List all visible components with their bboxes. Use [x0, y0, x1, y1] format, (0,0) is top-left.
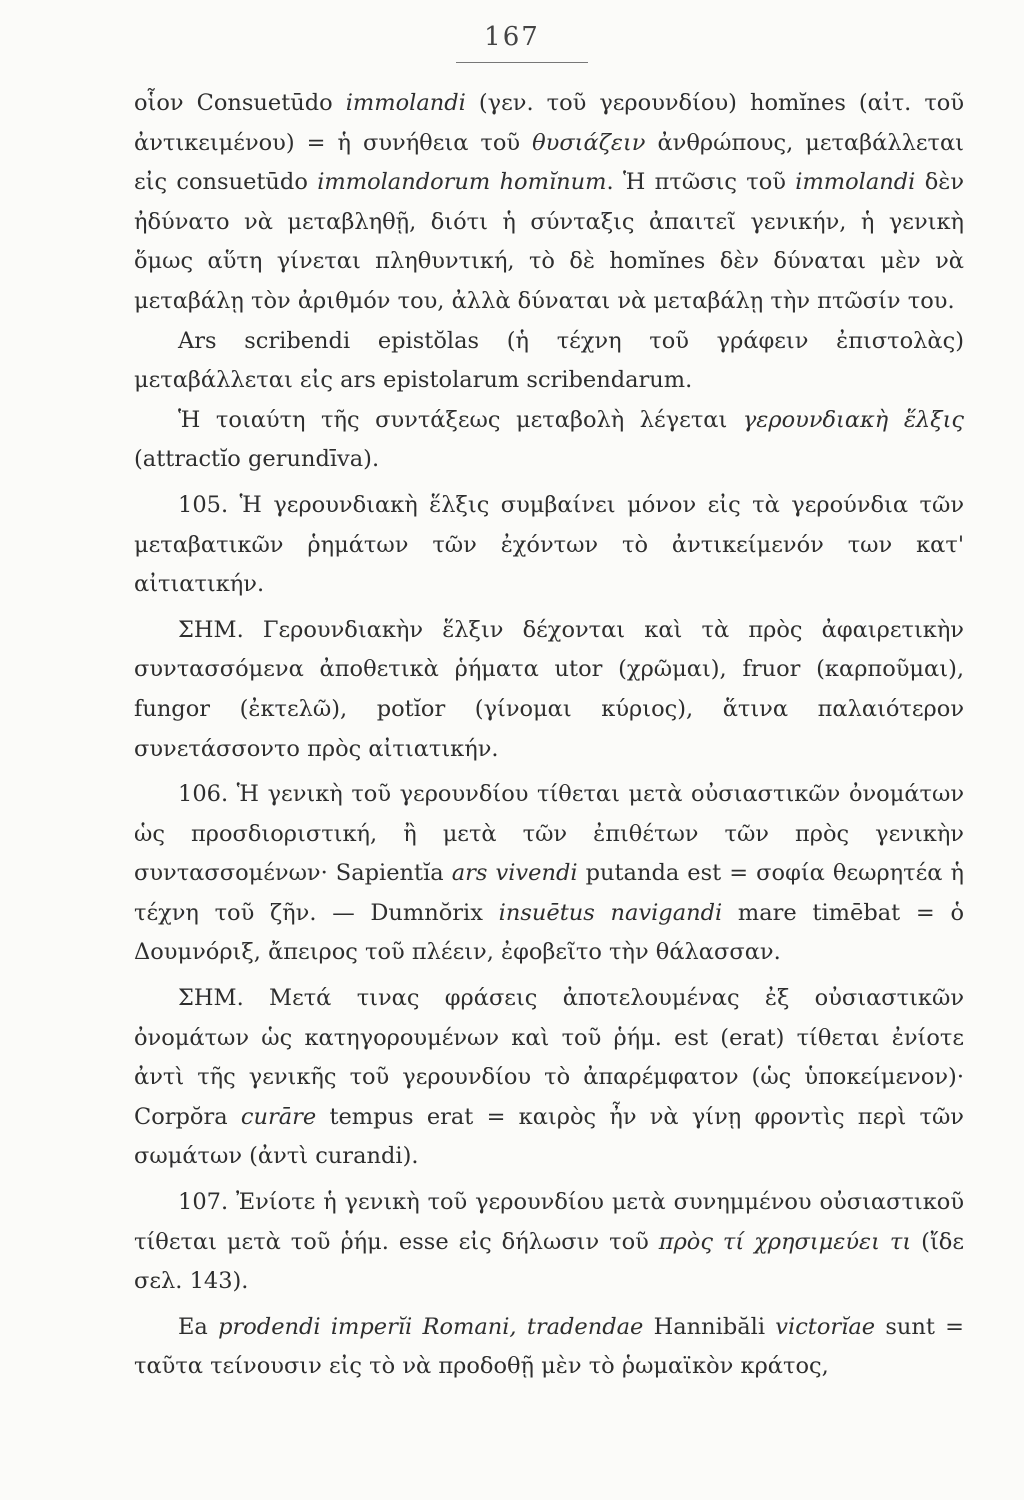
italic-text: immolandi [795, 169, 916, 196]
text-run: tempus erat = καιρὸς ἦν νὰ γίνῃ φροντὶς περὶ τῶν σωμάτων (ἀντὶ curandi). [134, 1103, 964, 1170]
page-number: 167 [484, 22, 540, 52]
text-run: sunt = ταῦτα τείνουσιν εἰς τὸ νὰ προδοθῇ μὲν τὸ ῥωμαϊκὸν κράτος, [134, 1313, 964, 1380]
text-run: ΣΗΜ. Γερουνδιακὴν ἕλξιν δέχονται καὶ τὰ πρὸς ἀφαιρετικὴν συντασσόμενα ἀποθετικὰ ῥήματα utor (χρῶμαι), fruor (καρποῦμαι), fungor (ἐκτελῶ), potĭor (γίνομαι κύριος), ἅτινα παλαιότερον συνετάσσοντο πρὸς αἰτιατικήν. [134, 616, 964, 762]
italic-text: insuētus navigandi [498, 899, 723, 926]
italic-text: γερουνδιακὴ ἕλξις [742, 406, 964, 433]
body-text [134, 84, 964, 1387]
text-run: Hannibăli [643, 1313, 776, 1340]
text-run: (ἴδε σελ. 143). [134, 1228, 964, 1295]
italic-text: πρὸς τί χρησιμεύει τι [658, 1228, 912, 1255]
paragraph [134, 979, 964, 1177]
italic-text: curāre [240, 1103, 317, 1130]
text-run: 106. Ἡ γενικὴ τοῦ γερουνδίου τίθεται μετὰ οὐσιαστικῶν ὀνομάτων ὡς προσδιοριστική, ἢ μετὰ τῶν ἐπιθέτων τῶν πρὸς γενικὴν συντασσομένων· Sapientĭa [134, 781, 964, 887]
text-run: . Ἡ πτῶσις τοῦ [606, 169, 796, 196]
text-run: Ars scribendi epistŏlas (ἡ τέχνη τοῦ γράφειν ἐπιστολὰς) μεταβάλλεται εἰς ars epistolarum scribendarum. [134, 327, 964, 394]
text-run: putanda est = σοφία θεωρητέα ἡ τέχνη τοῦ ζῆν. — Dumnŏrix [134, 860, 964, 926]
paragraph [134, 1183, 964, 1302]
paragraph [134, 401, 964, 480]
header-rule [456, 62, 588, 63]
italic-text: immolandi [345, 90, 466, 116]
paragraph [134, 1308, 964, 1387]
text-run: 105. Ἡ γερουνδιακὴ ἕλξις συμβαίνει μόνον εἰς τὰ γερούνδια τῶν μεταβατικῶν ῥημάτων τῶν ἐχόντων τὸ ἀντικείμενόν των κατ' αἰτιατικήν. [134, 491, 964, 598]
text-run: δὲν ἠδύνατο νὰ μεταβληθῇ, διότι ἡ σύνταξις ἀπαιτεῖ γενικήν, ἡ γενικὴ ὅμως αὕτη γίνεται πληθυντική, τὸ δὲ homĭnes δὲν δύναται μὲν νὰ μεταβάλῃ τὸν ἀριθμόν του, ἀλλὰ δύναται νὰ μεταβάλῃ τὴν πτῶσίν του. [134, 169, 965, 314]
italic-text: prodendi imperĭi Romani, tradendae [218, 1313, 644, 1340]
paragraph [134, 322, 964, 401]
text-run: mare timēbat = ὁ Δουμνόριξ, ἄπειρος τοῦ πλέειν, ἐφοβεῖτο τὴν θάλασσαν. [134, 899, 964, 966]
paragraph [134, 84, 964, 322]
text-run: 107. Ἐνίοτε ἡ γενικὴ τοῦ γερουνδίου μετὰ συνημμένου οὐσιαστικοῦ τίθεται μετὰ τοῦ ῥήμ. esse εἰς δήλωσιν τοῦ [134, 1189, 964, 1255]
text-run: ἀνθρώπους, μεταβάλλεται εἰς consuetūdo [134, 129, 964, 196]
paragraph [134, 486, 964, 605]
italic-text: ars vivendi [451, 860, 578, 887]
paragraph [134, 611, 964, 769]
italic-text: θυσιάζειν [532, 129, 646, 156]
text-run: Ea [178, 1313, 219, 1340]
text-run: (attractĭo gerundīva). [134, 446, 380, 473]
italic-text: immolandorum homĭnum [317, 169, 607, 196]
italic-text: victorĭae [775, 1313, 876, 1340]
text-run: ΣΗΜ. Μετά τινας φράσεις ἀποτελουμένας ἐξ οὐσιαστικῶν ὀνομάτων ὡς κατηγορουμένων καὶ τοῦ ῥήμ. est (erat) τίθεται ἐνίοτε ἀντὶ τῆς γενικῆς τοῦ γερουνδίου τὸ ἀπαρέμφατον (ὡς ὑποκείμενον)· Corpŏra [134, 985, 964, 1130]
paragraph [134, 775, 964, 973]
text-run: (γεν. τοῦ γερουνδίου) homĭnes (αἰτ. τοῦ ἀντικειμένου) = ἡ συνήθεια τοῦ [134, 90, 964, 156]
text-run: οἷον Consuetūdo [134, 90, 346, 116]
text-run: Ἡ τοιαύτη τῆς συντάξεως μεταβολὴ λέγεται [178, 406, 743, 433]
